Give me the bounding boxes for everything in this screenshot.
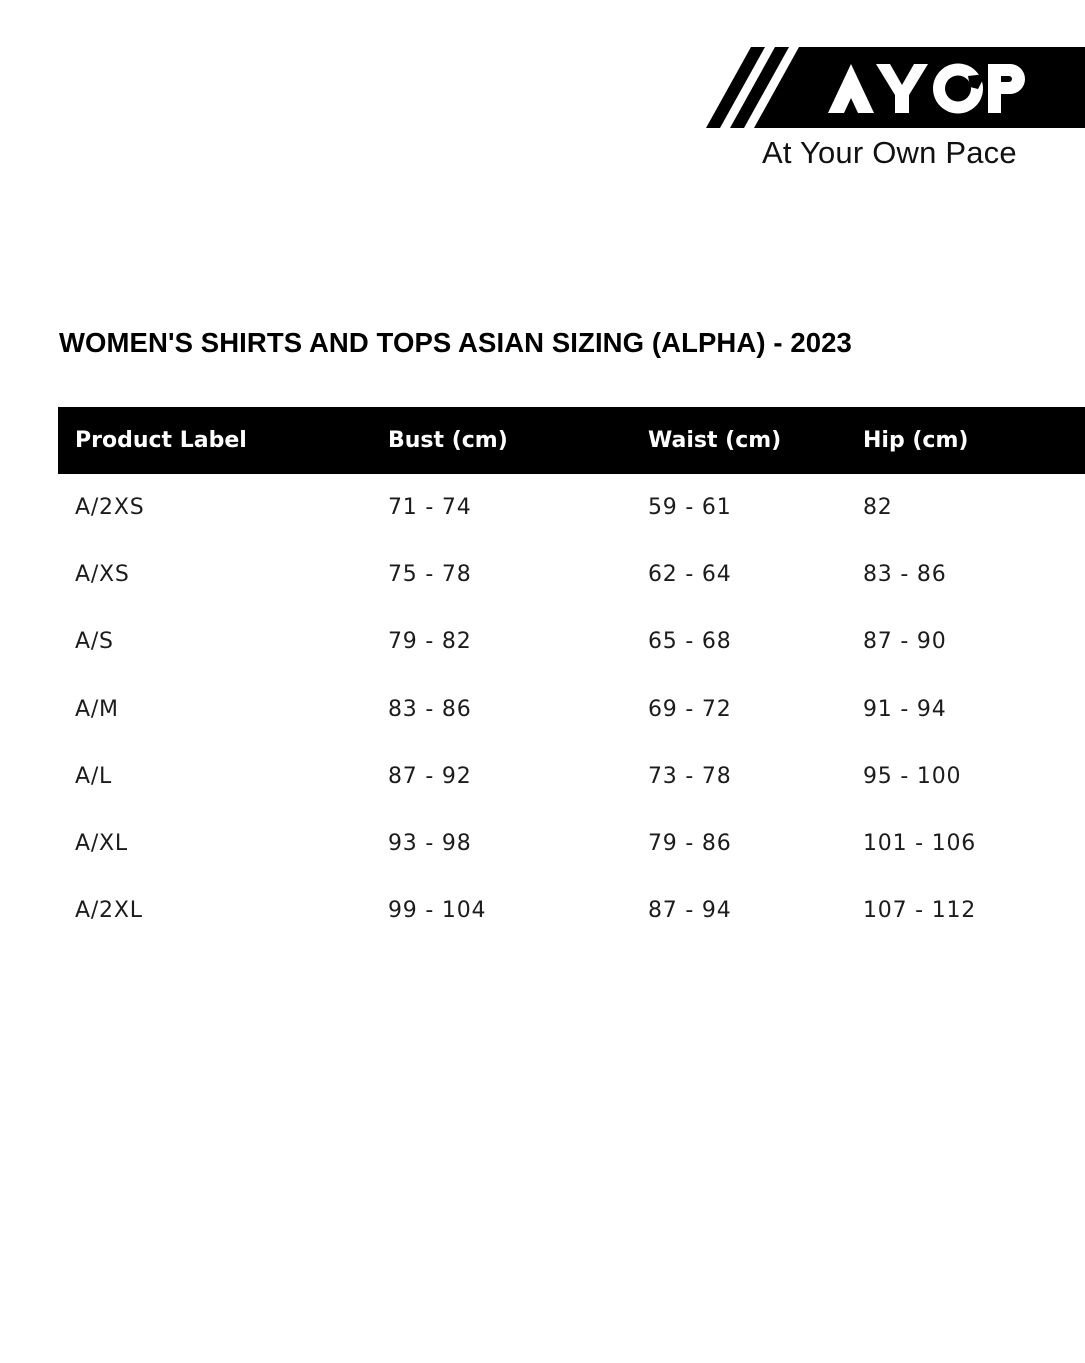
cell-product-label: A/2XL [75,898,143,924]
table-row [58,474,1085,541]
cell-bust: 87 - 92 [388,763,472,789]
table-row [58,676,1085,743]
cell-waist: 59 - 61 [648,495,732,521]
cell-waist: 79 - 86 [648,831,732,857]
cell-hip: 95 - 100 [863,763,962,789]
table-row [58,608,1085,675]
cell-hip: 91 - 94 [863,696,947,722]
cell-bust: 93 - 98 [388,831,472,857]
table-header-row [58,407,1085,474]
cell-bust: 71 - 74 [388,495,472,521]
cell-waist: 62 - 64 [648,562,732,588]
cell-bust: 79 - 82 [388,629,472,655]
cell-product-label: A/S [75,629,114,655]
cell-bust: 99 - 104 [388,898,487,924]
column-header-bust: Bust (cm) [371,407,631,474]
cell-hip: 107 - 112 [863,898,977,924]
cell-product-label: A/XL [75,831,128,857]
cell-bust: 75 - 78 [388,562,472,588]
size-chart-table [58,407,1085,944]
cell-waist: 69 - 72 [648,696,732,722]
table-row [58,877,1085,944]
column-header-hip: Hip (cm) [846,407,1085,474]
cell-product-label: A/M [75,696,119,722]
table-row [58,541,1085,608]
cell-product-label: A/2XS [75,495,145,521]
ayop-logo-icon [706,47,1085,128]
cell-bust: 83 - 86 [388,696,472,722]
column-header-product-label: Product Label [58,407,371,474]
table-row [58,743,1085,810]
cell-product-label: A/L [75,763,113,789]
cell-hip: 82 [863,495,893,521]
cell-waist: 73 - 78 [648,763,732,789]
table-row [58,810,1085,877]
page-title: WOMEN'S SHIRTS AND TOPS ASIAN SIZING (ALPHA) - 2023 [59,327,852,358]
cell-waist: 65 - 68 [648,629,732,655]
cell-waist: 87 - 94 [648,898,732,924]
cell-product-label: A/XS [75,562,130,588]
column-header-waist: Waist (cm) [631,407,846,474]
cell-hip: 87 - 90 [863,629,947,655]
brand-tagline: At Your Own Pace [762,135,1017,170]
cell-hip: 101 - 106 [863,831,977,857]
brand-logo [706,47,1085,128]
cell-hip: 83 - 86 [863,562,947,588]
